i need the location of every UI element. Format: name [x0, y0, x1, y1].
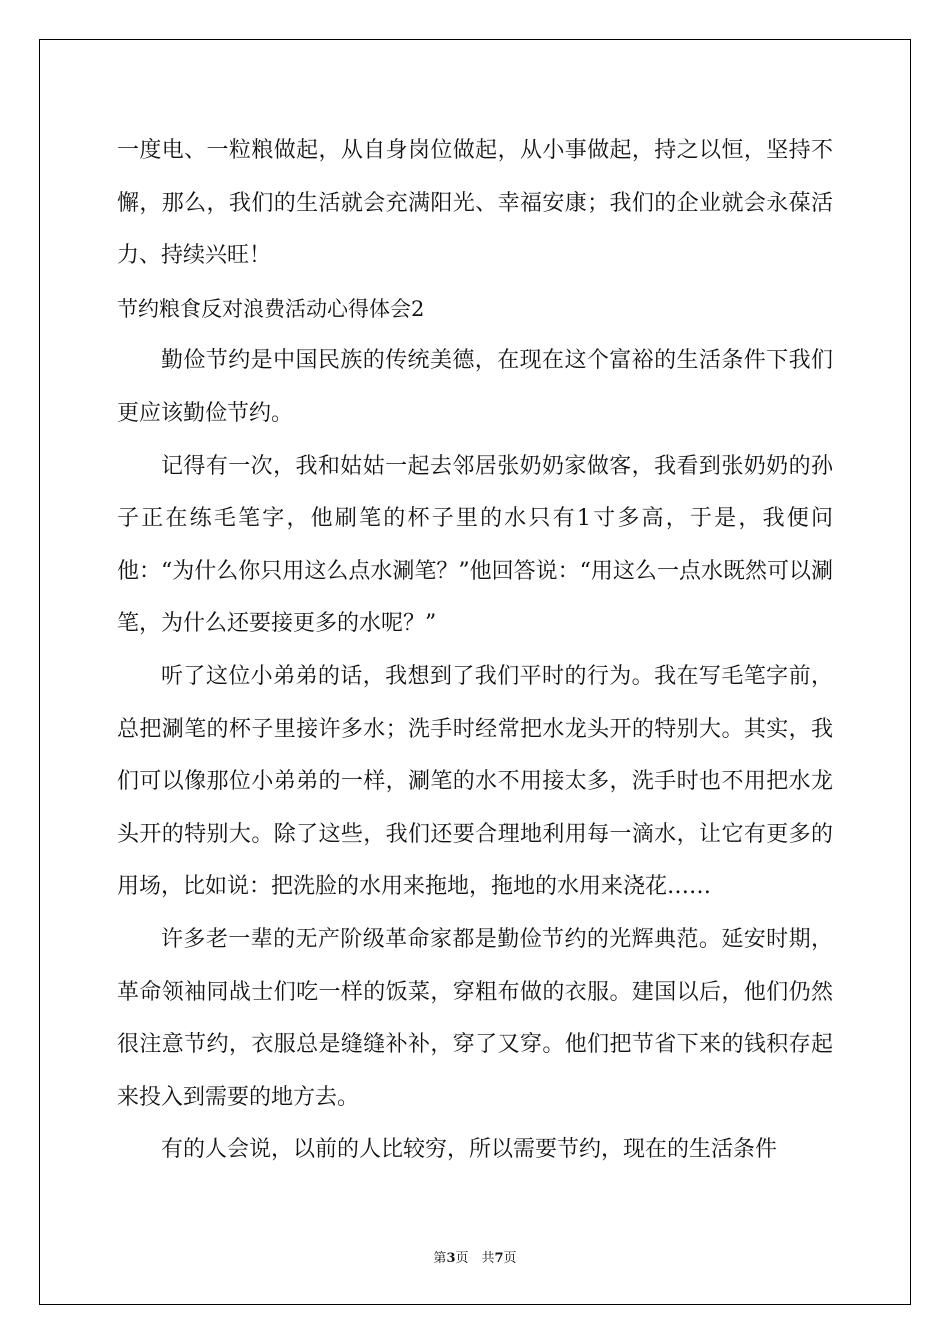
section-heading: 节约粮食反对浪费活动心得体会2: [117, 296, 425, 321]
footer-prefix: 第: [433, 1251, 447, 1266]
page-footer: [0, 1247, 950, 1266]
document-body: [117, 125, 833, 1177]
paragraph-3: 听了这位小弟弟的话，我想到了我们平时的行为。我在写毛笔字前，总把涮笔的杯子里接许多水；洗手时经常把水龙头开的特别大。其实，我们可以像那位小弟弟的一样，涮笔的水不用接太多，洗手时也不用把水龙头开的特别大。除了这些，我们还要合理地利用每一滴水，让它有更多的用场，比如说：把洗脸的水用来拖地，拖地的水用来浇花……: [117, 663, 833, 900]
current-page-number: 3: [446, 1251, 456, 1266]
footer-mid: 页 共: [455, 1251, 495, 1266]
paragraph-4: 许多老一辈的无产阶级革命家都是勤俭节约的光辉典范。延安时期，革命领袖同战士们吃一样的饭菜，穿粗布做的衣服。建国以后，他们仍然很注意节约，衣服总是缝缝补补，穿了又穿。他们把节省下来的钱积存起来投入到需要的地方去。: [117, 926, 833, 1110]
paragraph-5: 有的人会说，以前的人比较穷，所以需要节约，现在的生活条件: [161, 1137, 778, 1163]
paragraph-continuation: 一度电、一粒粮做起，从自身岗位做起，从小事做起，持之以恒，坚持不懈，那么，我们的生活就会充满阳光、幸福安康；我们的企业就会永葆活力、持续兴旺！: [117, 138, 833, 269]
paragraph-2: 记得有一次，我和姑姑一起去邻居张奶奶家做客，我看到张奶奶的孙子正在练毛笔字，他刷笔的杯子里的水只有1寸多高，于是，我便问他：“为什么你只用这么点水涮笔？”他回答说：“用这么一点水既然可以涮笔，为什么还要接更多的水呢？”: [117, 453, 833, 637]
paragraph-1: 勤俭节约是中国民族的传统美德，在现在这个富裕的生活条件下我们更应该勤俭节约。: [117, 348, 833, 426]
total-page-number: 7: [494, 1251, 504, 1266]
footer-suffix: 页: [503, 1251, 517, 1266]
